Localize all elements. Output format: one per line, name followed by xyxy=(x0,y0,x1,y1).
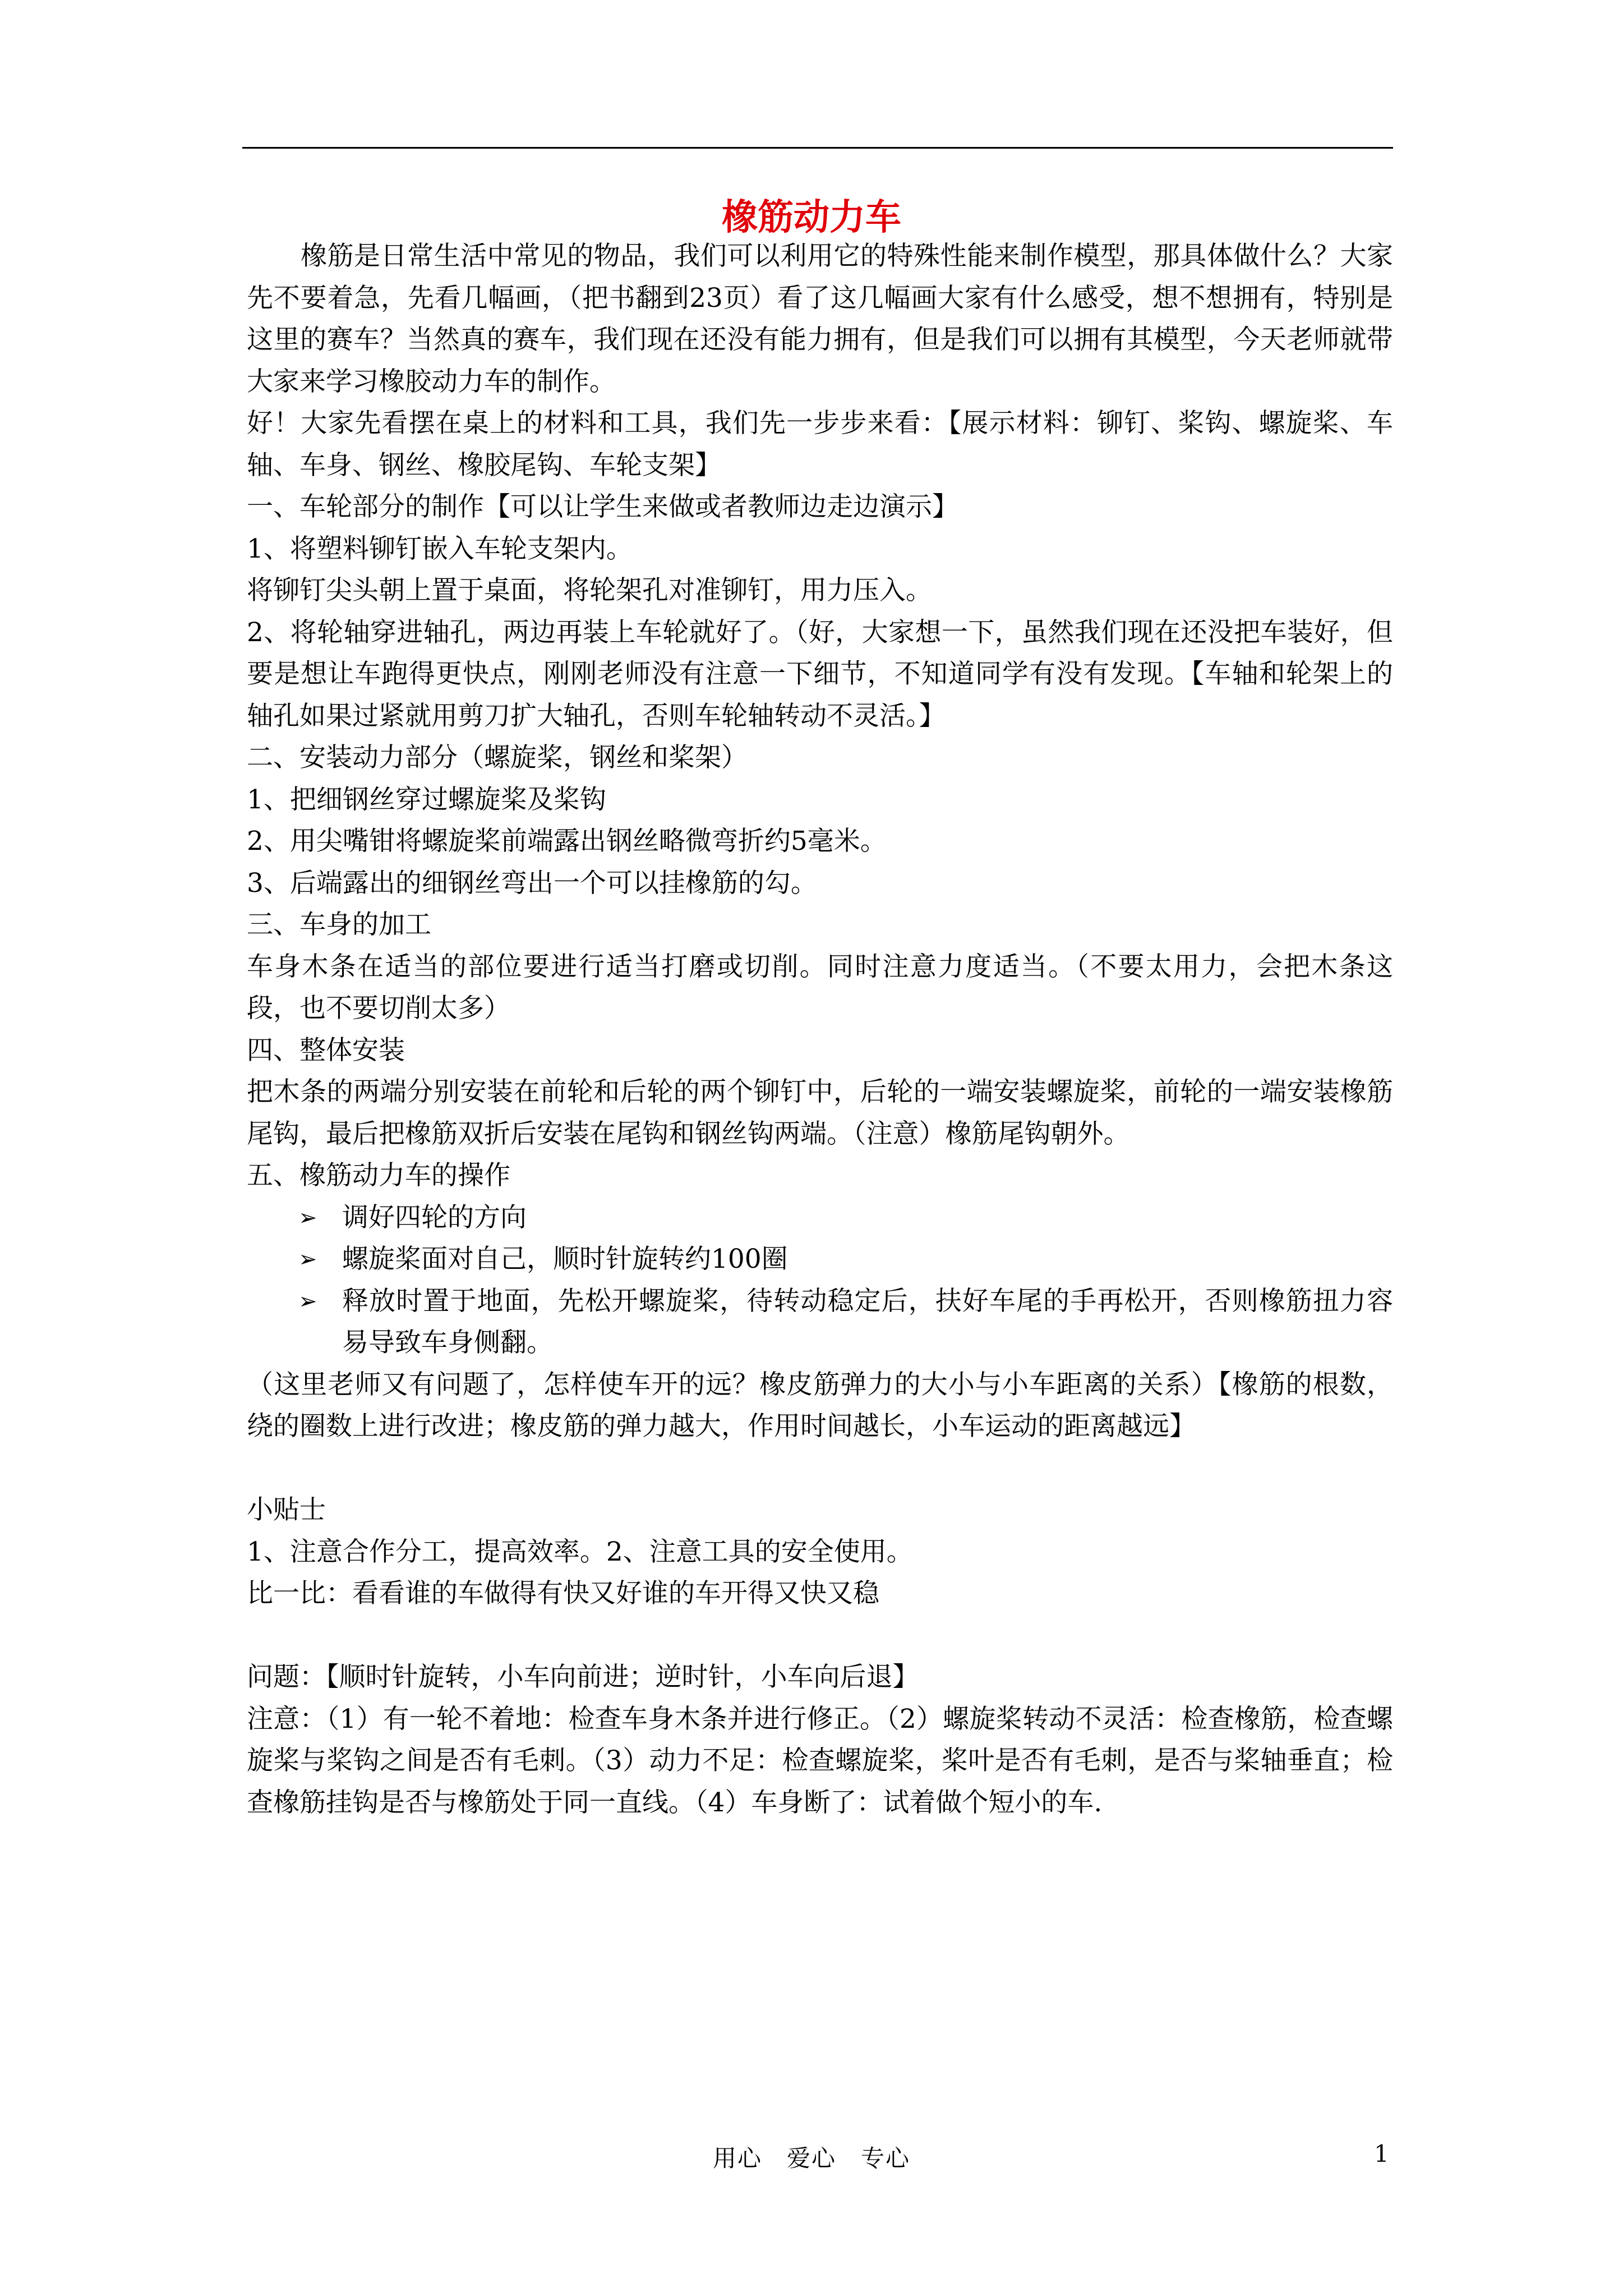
materials-paragraph: 好！大家先看摆在桌上的材料和工具，我们先一步步来看：【展示材料：铆钉、桨钩、螺旋桨、车轴、车身、钢丝、橡胶尾钩、车轮支架】 xyxy=(247,408,1393,481)
section-2-step-2: 2、用尖嘴钳将螺旋桨前端露出钢丝略微弯折约5毫米。 xyxy=(247,826,887,857)
section-2-step-1: 1、把细钢丝穿过螺旋桨及桨钩 xyxy=(247,784,606,815)
section-2-step-3: 3、后端露出的细钢丝弯出一个可以挂橡筋的勾。 xyxy=(247,867,817,899)
tips-heading: 小贴士 xyxy=(247,1494,326,1525)
blank-line xyxy=(247,1615,1393,1657)
operation-steps-list xyxy=(247,1197,1393,1364)
header-rule xyxy=(242,147,1393,149)
arrow-bullet-icon: ➢ xyxy=(298,1204,317,1231)
list-item-text: 螺旋桨面对自己，顺时针旋转约100圈 xyxy=(342,1244,788,1274)
blank-line xyxy=(247,1448,1393,1490)
section-5-heading: 五、橡筋动力车的操作 xyxy=(247,1160,510,1191)
section-1-heading: 一、车轮部分的制作【可以让学生来做或者教师边走边演示】 xyxy=(247,491,958,522)
list-item-text: 释放时置于地面，先松开螺旋桨，待转动稳定后，扶好车尾的手再松开，否则橡筋扭力容易导致车身侧翻。 xyxy=(342,1285,1393,1358)
page-number: 1 xyxy=(1374,2140,1389,2168)
document-body xyxy=(247,236,1393,1824)
footer-motto: 用心 爱心 专心 xyxy=(712,2145,910,2172)
section-3-heading: 三、车身的加工 xyxy=(247,909,431,940)
arrow-bullet-icon: ➢ xyxy=(298,1288,317,1314)
section-1-step-2: 2、将轮轴穿进轴孔，两边再装上车轮就好了。（好，大家想一下，虽然我们现在还没把车装好，但要是想让车跑得更快点，刚刚老师没有注意一下细节，不知道同学有没有发现。【车轴和轮架上的轴孔如果过紧就用剪刀扩大轴孔，否则车轮轴转动不灵活。】 xyxy=(247,616,1393,731)
problem-text: 问题：【顺时针旋转，小车向前进；逆时针，小车向后退】 xyxy=(247,1662,919,1692)
section-1-step-1-detail: 将铆钉尖头朝上置于桌面，将轮架孔对准铆钉，用力压入。 xyxy=(247,575,932,606)
section-2-heading: 二、安装动力部分（螺旋桨，钢丝和桨架） xyxy=(247,742,748,773)
tips-text: 1、注意合作分工，提高效率。2、注意工具的安全使用。 xyxy=(247,1536,913,1567)
list-item xyxy=(247,1281,1393,1364)
compare-text: 比一比：看看谁的车做得有快又好谁的车开得又快又稳 xyxy=(247,1578,879,1609)
section-3-text: 车身木条在适当的部位要进行适当打磨或切削。同时注意力度适当。（不要太用力，会把木条这段，也不要切削太多） xyxy=(247,951,1393,1024)
section-1-step-1: 1、将塑料铆钉嵌入车轮支架内。 xyxy=(247,533,633,564)
notes-text: 注意：（1）有一轮不着地：检查车身木条并进行修正。（2）螺旋桨转动不灵活：检查橡筋，检查螺旋桨与桨钩之间是否有毛刺。（3）动力不足：检查螺旋桨，桨叶是否有毛刺，是否与桨轴垂直；检查橡筋挂钩是否与橡筋处于同一直线。（4）车身断了：试着做个短小的车. xyxy=(247,1703,1393,1818)
list-item-text: 调好四轮的方向 xyxy=(342,1202,527,1233)
question-paragraph: （这里老师又有问题了，怎样使车开的远？橡皮筋弹力的大小与小车距离的关系）【橡筋的根数，绕的圈数上进行改进；橡皮筋的弹力越大，作用时间越长，小车运动的距离越远】 xyxy=(247,1369,1393,1442)
list-item xyxy=(247,1239,1393,1281)
document-title: 橡筋动力车 xyxy=(722,196,901,238)
intro-paragraph: 橡筋是日常生活中常见的物品，我们可以利用它的特殊性能来制作模型，那具体做什么？大家先不要着急，先看几幅画，（把书翻到23页）看了这几幅画大家有什么感受，想不想拥有，特别是这里的赛车？当然真的赛车，我们现在还没有能力拥有，但是我们可以拥有其模型，今天老师就带大家来学习橡胶动力车的制作。 xyxy=(247,241,1393,397)
list-item xyxy=(247,1197,1393,1239)
arrow-bullet-icon: ➢ xyxy=(298,1246,317,1272)
section-4-heading: 四、整体安装 xyxy=(247,1034,405,1066)
section-4-text: 把木条的两端分别安装在前轮和后轮的两个铆钉中，后轮的一端安装螺旋桨，前轮的一端安装橡筋尾钩，最后把橡筋双折后安装在尾钩和钢丝钩两端。（注意）橡筋尾钩朝外。 xyxy=(247,1076,1393,1149)
